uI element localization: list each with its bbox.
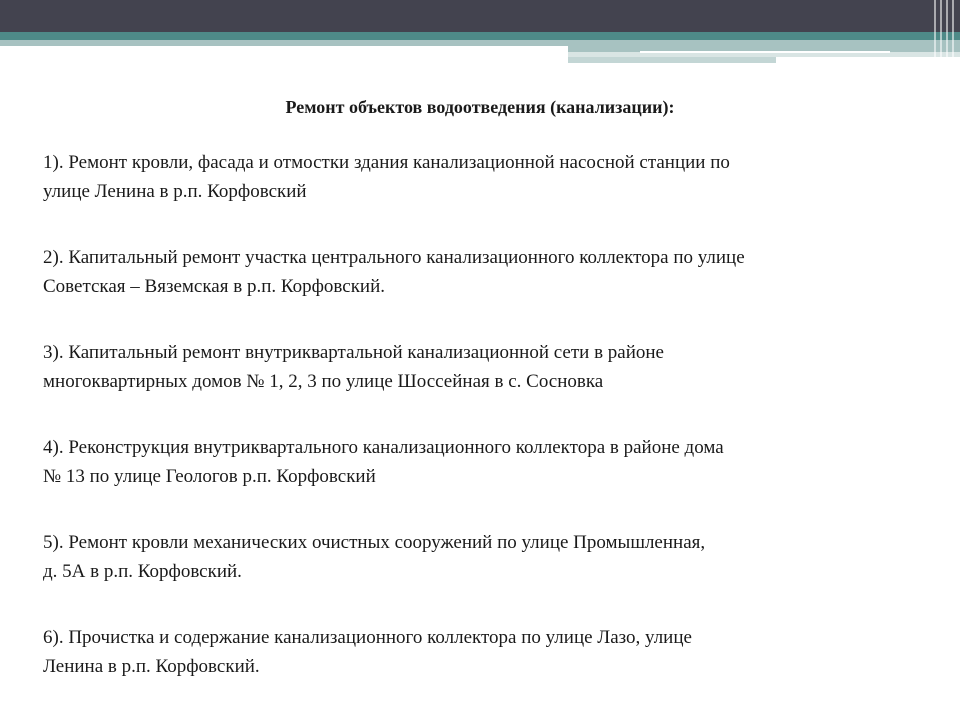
header-teal-bar xyxy=(0,32,960,40)
item-line: 6). Прочистка и содержание канализационного коллектора по улице Лазо, улице xyxy=(43,627,692,648)
item-line: Ленина в р.п. Корфовский. xyxy=(43,656,260,677)
list-item xyxy=(43,528,943,586)
list-item xyxy=(43,243,943,301)
item-line: Советская – Вяземская в р.п. Корфовский. xyxy=(43,276,386,297)
header-step-bar-3 xyxy=(568,57,776,63)
header-white-line xyxy=(640,51,890,53)
list-item xyxy=(43,148,943,206)
list-item xyxy=(43,623,943,681)
header-dark-bar xyxy=(0,0,960,32)
item-line: д. 5А в р.п. Корфовский. xyxy=(43,561,242,582)
item-line: № 13 по улице Геологов р.п. Корфовский xyxy=(43,466,376,487)
item-line: 2). Капитальный ремонт участка центрального канализационного коллектора по улице xyxy=(43,247,745,268)
slide-title: Ремонт объектов водоотведения (канализации): xyxy=(285,97,675,117)
header-band xyxy=(0,0,960,66)
item-line: многоквартирных домов № 1, 2, 3 по улице Шоссейная в с. Сосновка xyxy=(43,371,604,392)
list-item xyxy=(43,433,943,491)
item-list xyxy=(43,148,943,718)
list-item xyxy=(43,338,943,396)
item-line: 3). Капитальный ремонт внутриквартальной канализационной сети в районе xyxy=(43,342,664,363)
item-line: улице Ленина в р.п. Корфовский xyxy=(43,181,307,202)
item-line: 4). Реконструкция внутриквартального канализационного коллектора в районе дома xyxy=(43,437,724,458)
header-stripes xyxy=(930,0,960,66)
item-line: 5). Ремонт кровли механических очистных сооружений по улице Промышленная, xyxy=(43,532,706,553)
item-line: 1). Ремонт кровли, фасада и отмостки здания канализационной насосной станции по xyxy=(43,152,730,173)
